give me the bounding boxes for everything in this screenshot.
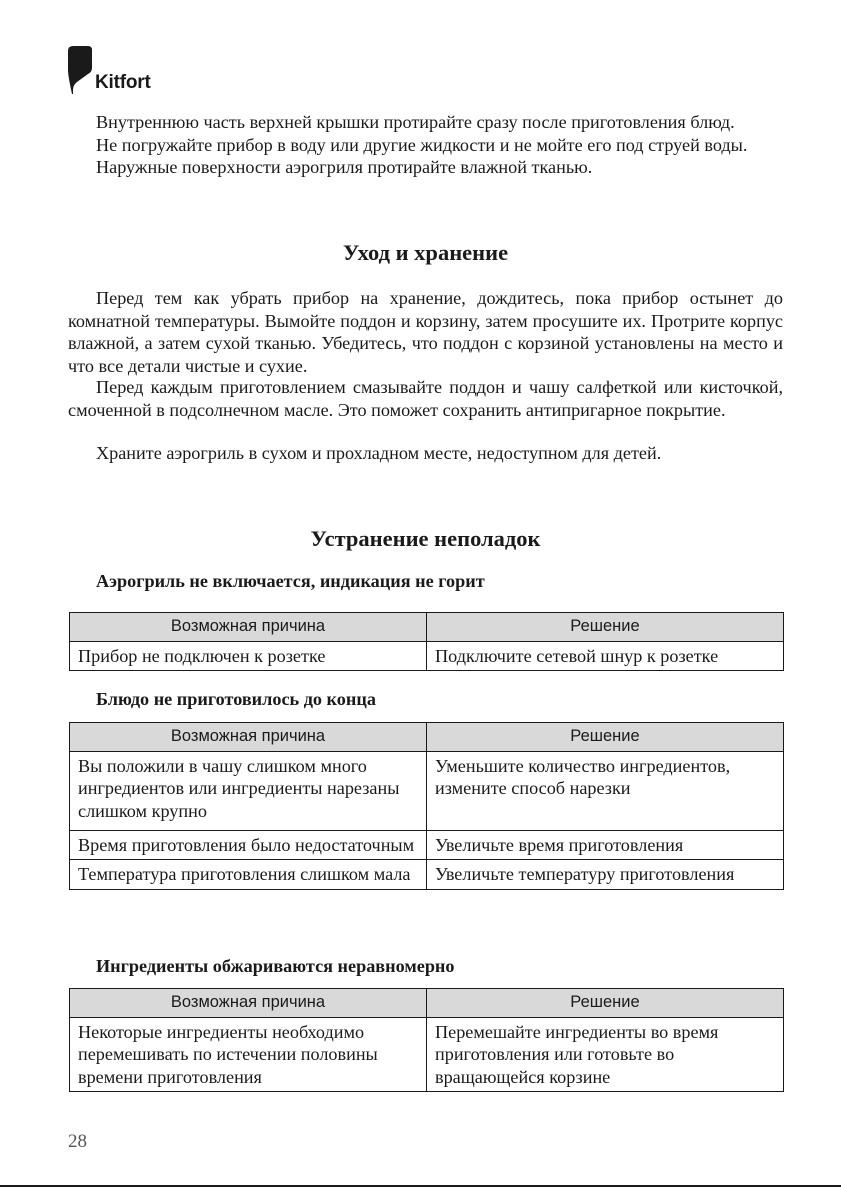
table-header-row — [70, 723, 784, 752]
brand-name: Kitfort — [95, 72, 151, 93]
header-solution: Решение — [427, 723, 784, 752]
table-row — [70, 860, 784, 890]
table-row — [70, 1017, 784, 1092]
cause-cell: Время приготовления было недостаточным — [70, 830, 427, 860]
table-header-row — [70, 989, 784, 1018]
care-section-title: Уход и хранение — [342, 240, 509, 265]
care-paragraph-3: Храните аэрогриль в сухом и прохладном месте, недоступном для детей. — [96, 443, 662, 463]
solution-cell: Увеличьте температуру приготовления — [427, 860, 784, 890]
table-row — [70, 830, 784, 860]
cause-cell: Вы положили в чашу слишком много ингредиентов или ингредиенты нарезаны слишком крупно — [70, 751, 427, 830]
header-cause: Возможная причина — [70, 989, 427, 1018]
troubleshooting-table-3 — [69, 988, 784, 1092]
issue-title-2: Блюдо не приготовилось до конца — [96, 689, 376, 709]
solution-cell: Уменьшите количество ингредиентов, измените способ нарезки — [427, 751, 784, 830]
solution-cell: Увеличьте время приготовления — [427, 830, 784, 860]
page-number: 28 — [68, 1131, 87, 1152]
troubleshooting-table-2 — [69, 722, 784, 890]
kitfort-logo-icon — [68, 46, 92, 94]
care-paragraph-1: Перед тем как убрать прибор на хранение, дождитесь, пока прибор остынет до комнатной температуры. Вымойте поддон и корзину, затем просушите их. Протрите корпус влажной, а затем сухой тканью. Убедитесь, что поддон с корзиной установлены на место и что все детали чистые и сухие. — [68, 288, 783, 376]
header-cause: Возможная причина — [70, 613, 427, 642]
table-row — [70, 751, 784, 830]
intro-line-3: Наружные поверхности аэрогриля протирайте влажной тканью. — [96, 157, 593, 177]
care-paragraph-2: Перед каждым приготовлением смазывайте поддон и чашу салфеткой или кисточкой, смоченной в подсолнечном масле. Это поможет сохранить антипригарное покрытие. — [68, 377, 783, 420]
bottom-divider — [0, 1185, 841, 1187]
cause-cell: Прибор не подключен к розетке — [70, 641, 427, 671]
header-solution: Решение — [427, 613, 784, 642]
intro-line-1: Внутреннюю часть верхней крышки протирайте сразу после приготовления блюд. — [96, 112, 735, 132]
cause-cell: Температура приготовления слишком мала — [70, 860, 427, 890]
issue-title-1: Аэрогриль не включается, индикация не горит — [96, 571, 485, 591]
cause-cell: Некоторые ингредиенты необходимо перемешивать по истечении половины времени приготовления — [70, 1017, 427, 1092]
issue-title-3: Ингредиенты обжариваются неравномерно — [96, 956, 455, 976]
intro-line-2: Не погружайте прибор в воду или другие жидкости и не мойте его под струей воды. — [96, 135, 748, 155]
header-cause: Возможная причина — [70, 723, 427, 752]
solution-cell: Перемешайте ингредиенты во время приготовления или готовьте во вращающейся корзине — [427, 1017, 784, 1092]
troubleshooting-section-title: Устранение неполадок — [310, 526, 541, 551]
solution-cell: Подключите сетевой шнур к розетке — [427, 641, 784, 671]
table-row — [70, 641, 784, 671]
brand-logo — [68, 46, 178, 96]
table-header-row — [70, 613, 784, 642]
troubleshooting-table-1 — [69, 612, 784, 671]
header-solution: Решение — [427, 989, 784, 1018]
